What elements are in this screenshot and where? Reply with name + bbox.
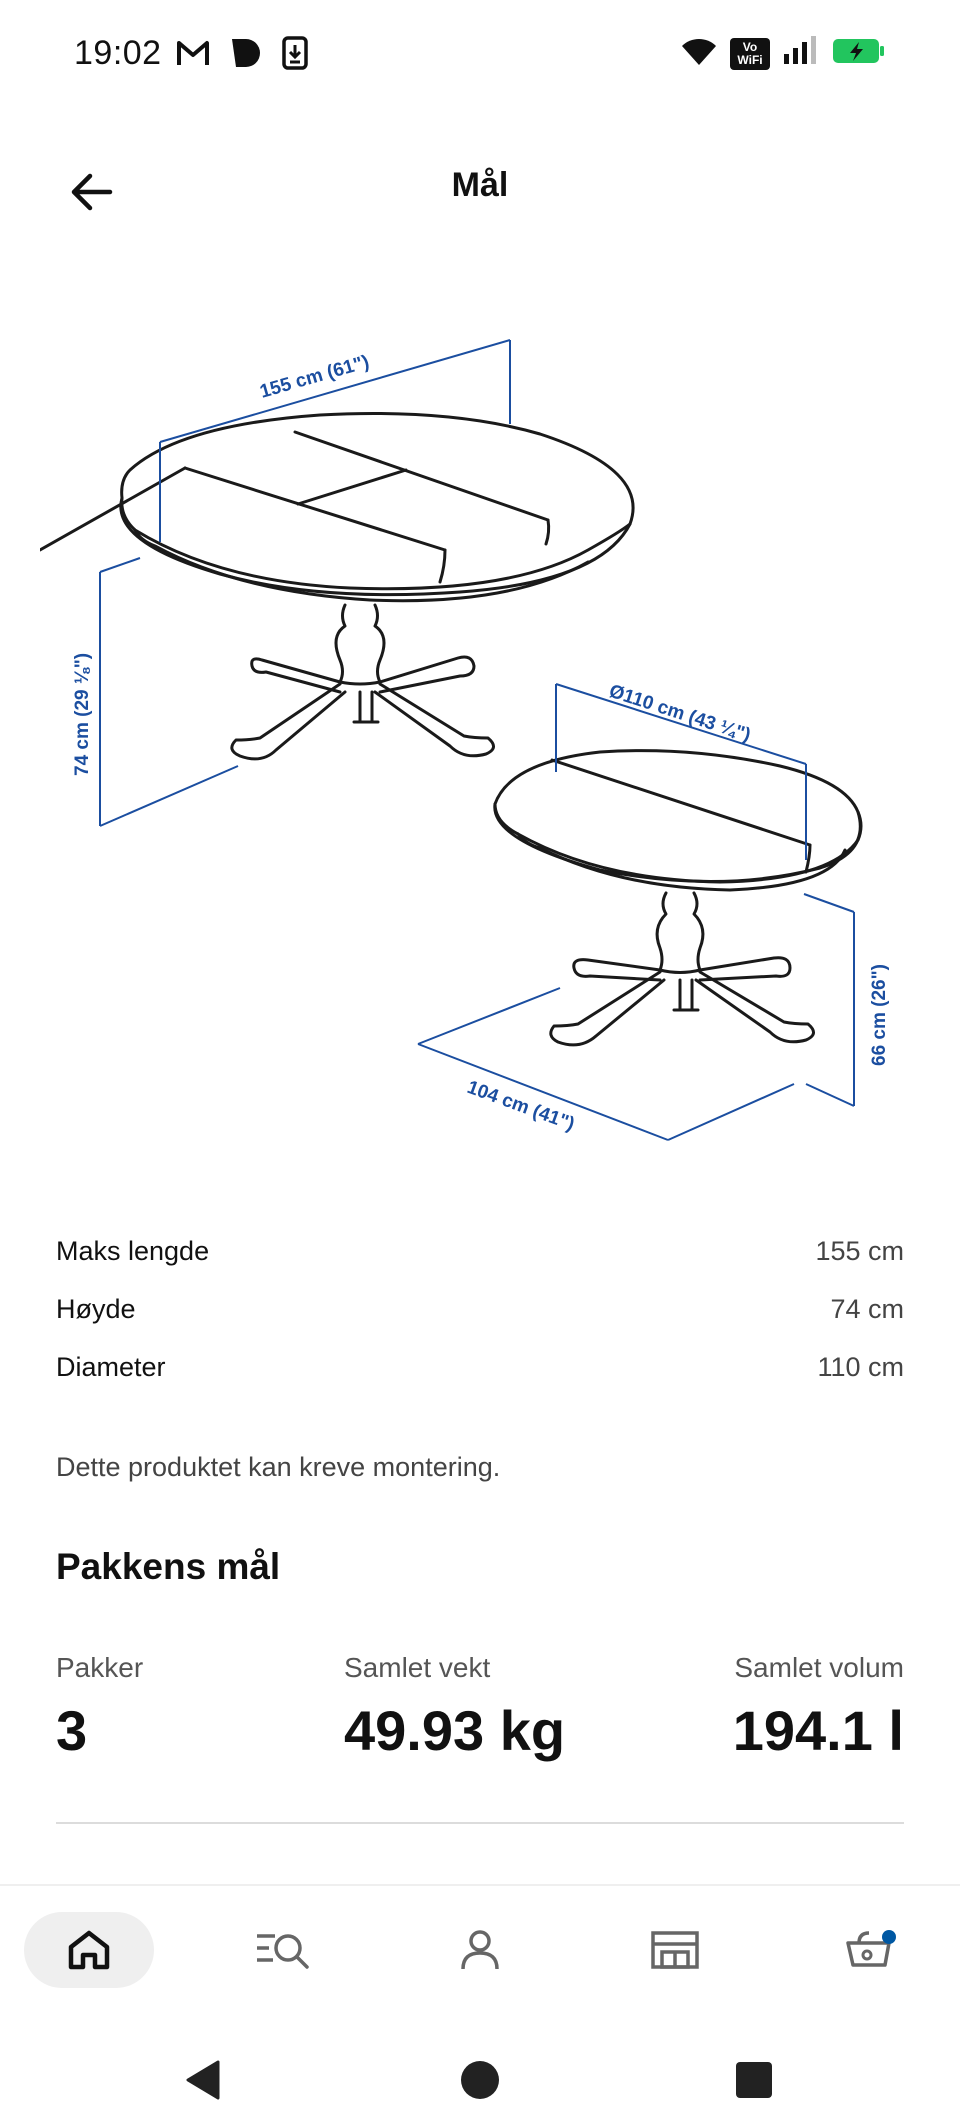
status-left-icons bbox=[176, 36, 308, 75]
cart-icon bbox=[845, 1929, 897, 1971]
package-weight bbox=[344, 1652, 565, 1763]
dimension-diagram bbox=[40, 320, 920, 1150]
dimension-value: 155 cm bbox=[815, 1235, 904, 1266]
nav-store-button[interactable] bbox=[610, 1912, 740, 1988]
nav-home-button[interactable] bbox=[24, 1912, 154, 1988]
app-icon bbox=[228, 37, 264, 74]
status-bar bbox=[0, 0, 960, 112]
wifi-icon bbox=[680, 36, 718, 71]
base-width-dimension-label: 104 cm (41") bbox=[464, 1076, 578, 1136]
system-home-icon bbox=[459, 2059, 501, 2101]
system-home-button[interactable] bbox=[450, 2050, 510, 2110]
dimension-row-height bbox=[56, 1280, 904, 1338]
search-list-icon bbox=[255, 1930, 311, 1970]
package-count-value: 3 bbox=[56, 1699, 88, 1762]
vowifi-icon: Vo WiFi bbox=[730, 38, 770, 70]
system-back-button[interactable] bbox=[172, 2050, 232, 2110]
divider bbox=[56, 1822, 904, 1824]
dimension-label: Høyde bbox=[56, 1293, 136, 1324]
assembly-note: Dette produktet kan kreve montering. bbox=[56, 1452, 501, 1482]
cart-badge bbox=[882, 1930, 896, 1944]
dimension-list bbox=[56, 1222, 904, 1396]
home-icon bbox=[67, 1929, 111, 1971]
length-dimension-label: 155 cm (61") bbox=[257, 351, 372, 403]
nav-cart-button[interactable] bbox=[806, 1912, 936, 1988]
package-weight-value: 49.93 kg bbox=[344, 1699, 566, 1762]
store-icon bbox=[650, 1930, 700, 1970]
bottom-navigation bbox=[0, 1884, 960, 2014]
dimension-value: 110 cm bbox=[817, 1351, 904, 1382]
gmail-icon bbox=[176, 39, 210, 72]
dimension-label: Diameter bbox=[56, 1351, 166, 1382]
package-volume-label: Samlet volum bbox=[734, 1652, 904, 1683]
package-heading: Pakkens mål bbox=[56, 1546, 281, 1587]
system-navigation bbox=[0, 2014, 960, 2126]
status-right-icons bbox=[680, 36, 886, 71]
package-volume bbox=[733, 1652, 904, 1763]
profile-icon bbox=[459, 1929, 501, 1971]
page-title: Mål bbox=[451, 166, 509, 204]
diameter-dimension-label: Ø110 cm (43 ¼") bbox=[606, 680, 754, 747]
package-volume-value: 194.1 l bbox=[732, 1699, 904, 1762]
package-count-label: Pakker bbox=[56, 1652, 144, 1683]
system-back-icon bbox=[182, 2058, 222, 2102]
nav-search-button[interactable] bbox=[218, 1912, 348, 1988]
nav-profile-button[interactable] bbox=[415, 1912, 545, 1988]
top-app-bar bbox=[0, 140, 960, 236]
dimension-row-diameter bbox=[56, 1338, 904, 1396]
system-recents-button[interactable] bbox=[724, 2050, 784, 2110]
package-stats bbox=[56, 1652, 904, 1762]
download-icon bbox=[282, 36, 308, 75]
dimension-value: 74 cm bbox=[830, 1293, 904, 1324]
system-recents-icon bbox=[734, 2060, 774, 2100]
package-count bbox=[56, 1652, 143, 1763]
signal-icon bbox=[782, 36, 820, 71]
dimension-row-max-length bbox=[56, 1222, 904, 1280]
status-time: 19:02 bbox=[74, 34, 162, 72]
extended-table-drawing bbox=[40, 414, 633, 759]
height-dimension-label: 74 cm (29 ⅛") bbox=[72, 652, 93, 776]
min-height-dimension-label: 66 cm (26") bbox=[869, 964, 890, 1066]
battery-charging-icon bbox=[832, 36, 886, 71]
package-weight-label: Samlet vekt bbox=[344, 1652, 491, 1683]
dimension-label: Maks lengde bbox=[56, 1235, 210, 1266]
